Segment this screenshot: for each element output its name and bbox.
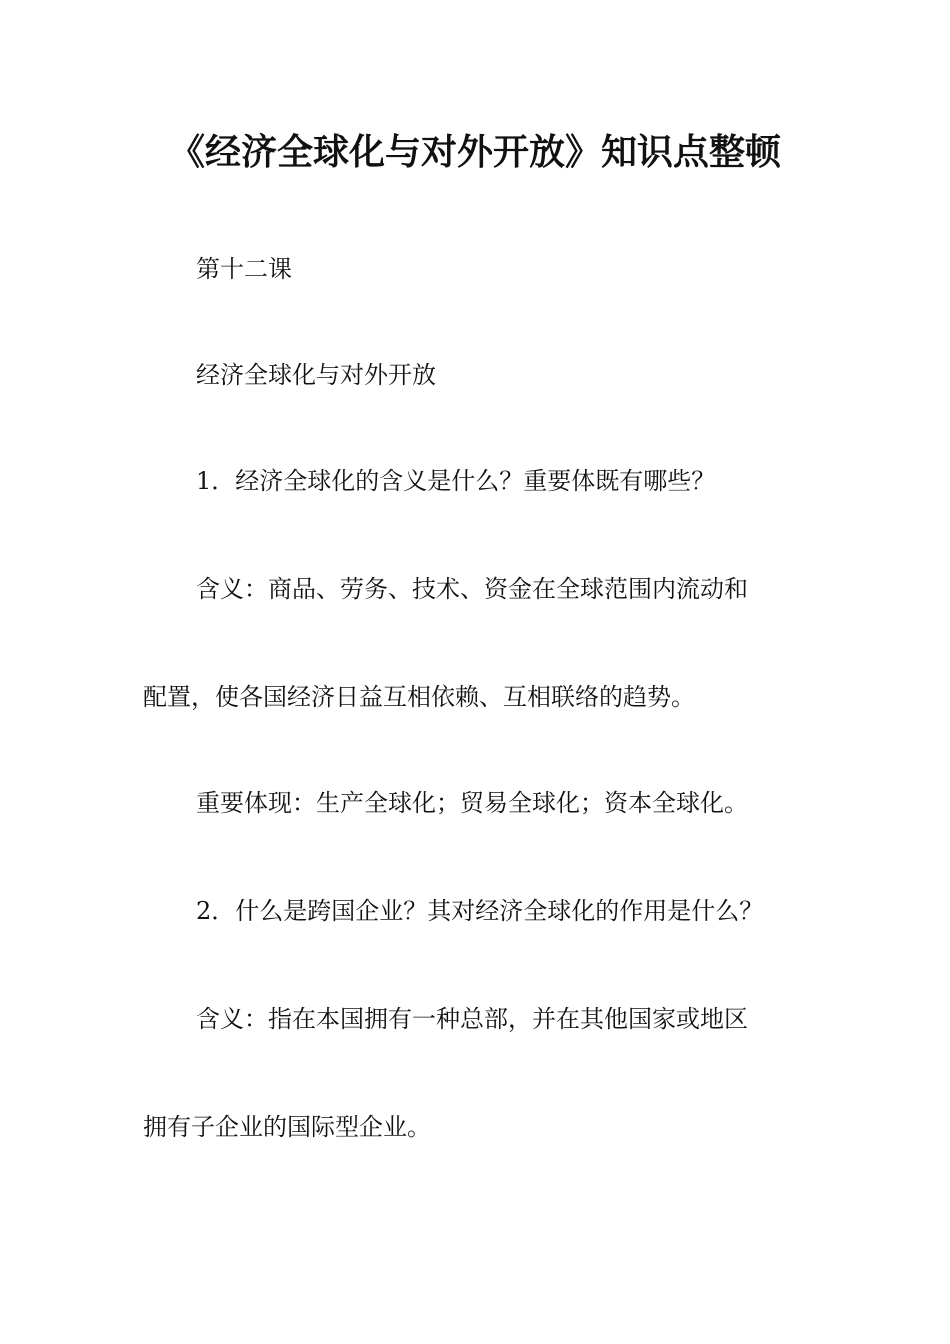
definition-multinational-line-2: 拥有子企业的国际型企业。 [143,1113,431,1141]
question-2: 2．什么是跨国企业？其对经济全球化的作用是什么？ [196,897,764,925]
lesson-title: 经济全球化与对外开放 [196,361,436,389]
lesson-number: 第十二课 [196,255,292,283]
main-manifestations: 重要体现：生产全球化；贸易全球化；资本全球化。 [196,789,748,817]
document-title: 《经济全球化与对外开放》知识点整顿 [168,132,781,173]
question-1: 1．经济全球化的含义是什么？重要体既有哪些？ [196,467,716,495]
definition-globalization-line-1: 含义：商品、劳务、技术、资金在全球范围内流动和 [196,575,748,603]
definition-multinational-line-1: 含义：指在本国拥有一种总部，并在其他国家或地区 [196,1005,748,1033]
definition-globalization-line-2: 配置，使各国经济日益互相依赖、互相联络的趋势。 [143,683,695,711]
